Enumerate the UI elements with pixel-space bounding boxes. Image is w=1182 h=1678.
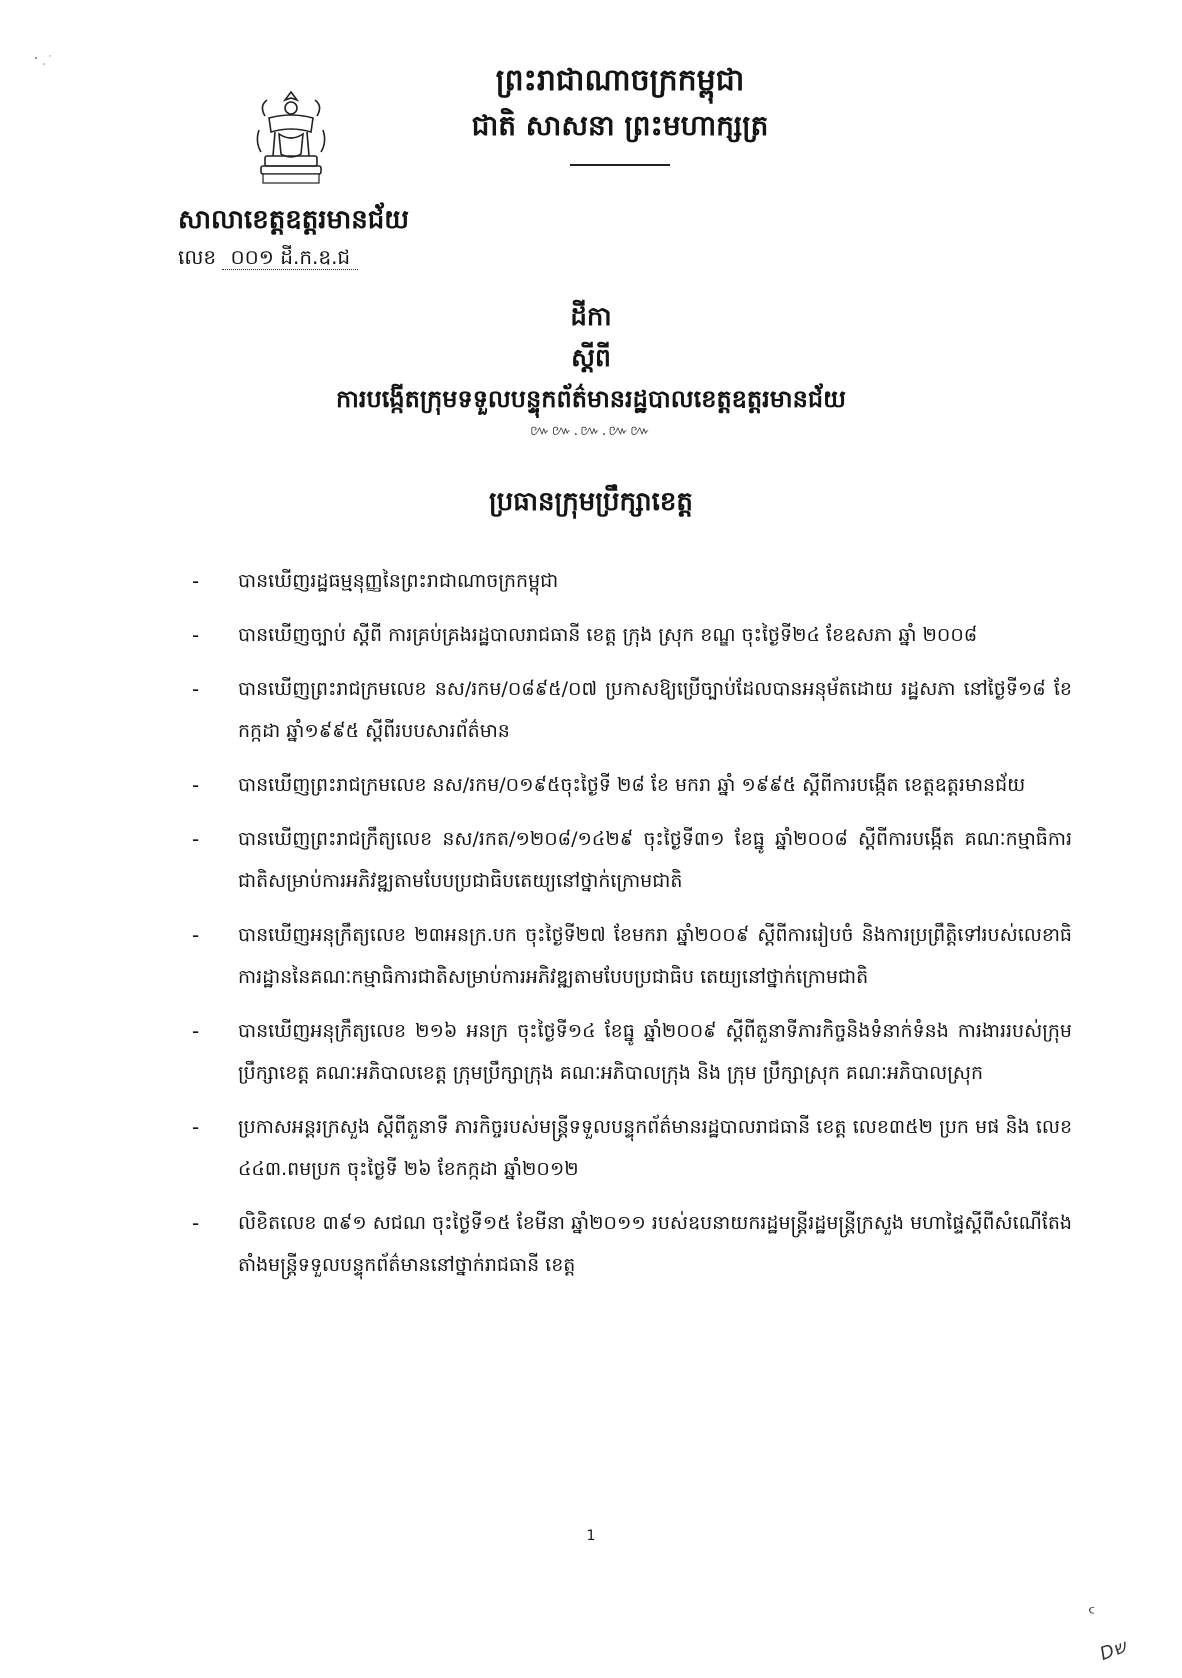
reference-number — [178, 242, 358, 272]
list-item-text: បានឃើញច្បាប់ ស្តីពី ការគ្រប់គ្រងរដ្ឋបាលរាជធានី ខេត្ត ក្រុង ស្រុក ខណ្ឌ ចុះថ្ងៃទី២៤ ខែឧសភា ឆ្នាំ ២០០៨ — [238, 624, 978, 646]
document-type: ដីកា — [570, 302, 612, 332]
list-item — [192, 560, 1072, 602]
list-dash: - — [192, 1019, 200, 1043]
kingdom-header — [420, 58, 820, 166]
document-subject: ការបង្កើតក្រុមទទួលបន្ទុកព័ត៌មានរដ្ឋបាលខេត្តឧត្តរមានជ័យ — [336, 385, 846, 413]
list-dash: - — [192, 1211, 200, 1235]
list-dash: - — [192, 923, 200, 947]
reference-value: ០០១ ដី.ក.ឧ.ជ — [222, 245, 358, 270]
list-dash: - — [192, 623, 200, 647]
list-item — [192, 668, 1072, 752]
list-item-text: បានឃើញព្រះរាជក្រមលេខ នស/រកម/០៨៩៥/០៧ ប្រកាសឱ្យប្រើច្បាប់ដែលបានអនុម័តដោយ រដ្ឋសភា នៅថ្ងៃទី១៨ ខែកក្កដា ឆ្នាំ១៩៩៥ ស្តីពីរបបសារព័ត៌មាន — [238, 678, 1072, 742]
list-item — [192, 614, 1072, 656]
list-item — [192, 764, 1072, 806]
list-item-text: បានឃើញព្រះរាជក្រឹត្យលេខ នស/រកត/១២០៨/១៤២៩ ចុះថ្ងៃទី៣១ ខែធ្នូ ឆ្នាំ២០០៨ ស្តីពីការបង្កើត គណៈកម្មាធិការជាតិសម្រាប់ការអភិវឌ្ឍតាមបែបប្រជាធិបតេយ្យនៅថ្នាក់ក្រោមជាតិ — [238, 828, 1072, 892]
kingdom-name: ព្រះរាជាណាចក្រកម្ពុជា — [495, 63, 745, 98]
royal-emblem-icon — [245, 86, 337, 186]
kingdom-motto: ជាតិ សាសនា ព្រះមហាក្សត្រ — [471, 109, 769, 142]
corner-mark: ᑦ — [1088, 1604, 1095, 1623]
list-item-text: លិខិតលេខ ៣៩១ សជណ ចុះថ្ងៃទី១៥ ខែមីនា ឆ្នាំ២០១១ របស់ឧបនាយករដ្ឋមន្ត្រីរដ្ឋមន្ត្រីក្រសួង មហាផ្ទៃស្តីពីសំណើតែងតាំងមន្ត្រីទទួលបន្ទុកព័ត៌មាននៅថ្នាក់រាជធានី ខេត្ត — [238, 1212, 1072, 1276]
list-item-text: បានឃើញរដ្ឋធម្មនុញ្ញនៃព្រះរាជាណាចក្រកម្ពុជា — [238, 570, 559, 592]
list-dash: - — [192, 569, 200, 593]
list-item — [192, 914, 1072, 998]
list-dash: - — [192, 773, 200, 797]
list-dash: - — [192, 827, 200, 851]
list-item-text: បានឃើញព្រះរាជក្រមលេខ នស/រកម/០១៩៥ចុះថ្ងៃទី ២៨ ខែ មករា ឆ្នាំ ១៩៩៥ ស្តីពីការបង្កើត ខេត្តឧត្តរមានជ័យ — [238, 774, 1026, 796]
document-title — [0, 296, 1182, 442]
document-about: ស្តីពី — [571, 343, 611, 372]
list-item-text: បានឃើញអនុក្រឹត្យលេខ ២១៦ អនក្រ ចុះថ្ងៃទី១៤ ខែធ្នូ ឆ្នាំ២០០៩ ស្តីពីតួនាទីភារកិច្ចនិងទំនាក់ទំនង ការងាររបស់ក្រុមប្រឹក្សាខេត្ត គណៈអភិបាលខេត្ត ក្រុមប្រឹក្សាក្រុង គណៈអភិបាលក្រុង និង ក្រុម ប្រឹក្សាស្រុក គណៈអភិបាលស្រុក — [238, 1020, 1072, 1084]
initials-signature: Dש — [1097, 1636, 1130, 1665]
list-item — [192, 1106, 1072, 1190]
scan-specks — [30, 48, 70, 72]
authority-heading: ប្រធានក្រុមប្រឹក្សាខេត្ត — [489, 487, 693, 517]
title-ornament: ៚៚.៚.៚៚ — [529, 423, 653, 439]
list-dash: - — [192, 1115, 200, 1139]
issuing-office: សាលាខេត្តឧត្តរមានជ័យ — [178, 205, 410, 235]
list-item-text: បានឃើញអនុក្រឹត្យលេខ ២៣អនក្រ.បក ចុះថ្ងៃទី២៧ ខែមករា ឆ្នាំ២០០៩ ស្តីពីការរៀបចំ និងការប្រព្រឹត្តិទៅរបស់លេខាធិការដ្ឋាននៃគណៈកម្មាធិការជាតិសម្រាប់ការអភិវឌ្ឍតាមបែបប្រជាធិប តេយ្យនៅថ្នាក់ក្រោមជាតិ — [238, 924, 1072, 988]
citations-list — [192, 560, 1072, 1298]
list-dash: - — [192, 677, 200, 701]
list-item — [192, 818, 1072, 902]
list-item-text: ប្រកាសអន្តរក្រសួង ស្តីពីតួនាទី ភារកិច្ចរបស់មន្ត្រីទទួលបន្ទុកព័ត៌មានរដ្ឋបាលរាជធានី ខេត្ត លេខ៣៥២ ប្រក មផ និង លេខ ៤៤៣.ពមប្រក ចុះថ្ងៃទី ២៦ ខែកក្កដា ឆ្នាំ២០១២ — [238, 1116, 1072, 1180]
list-item — [192, 1010, 1072, 1094]
header-divider — [570, 164, 670, 166]
list-item — [192, 1202, 1072, 1286]
page-number: 1 — [586, 1528, 596, 1544]
reference-prefix: លេខ — [178, 245, 217, 269]
